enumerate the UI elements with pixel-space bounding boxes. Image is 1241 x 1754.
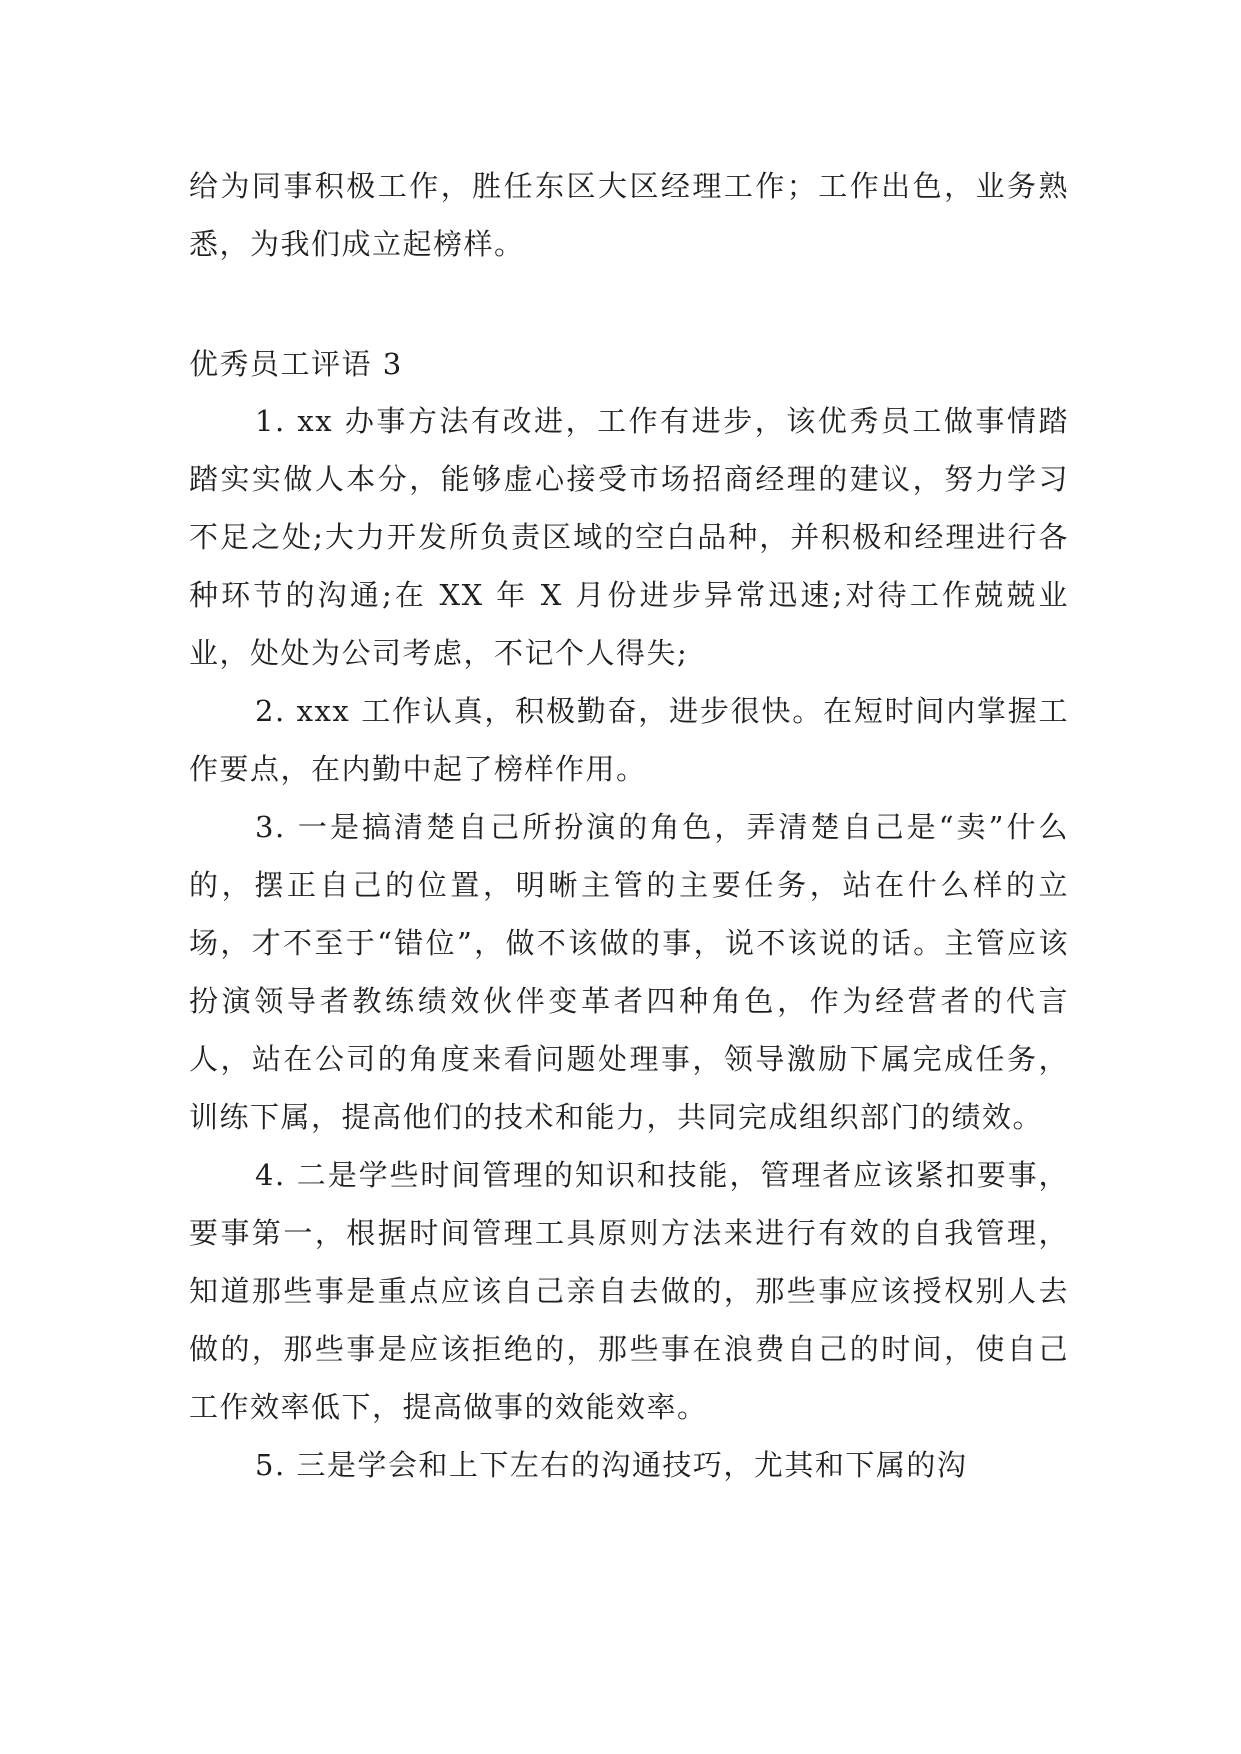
- list-item: 2. xxx 工作认真，积极勤奋，进步很快。在短时间内掌握工作要点，在内勤中起了榜样作用。: [189, 694, 1069, 786]
- intro-paragraph: 给为同事积极工作，胜任东区大区经理工作；工作出色，业务熟悉，为我们成立起榜样。: [189, 169, 1069, 261]
- section-heading: 优秀员工评语 3: [189, 347, 403, 381]
- list-item: 3. 一是搞清楚自己所扮演的角色，弄清楚自己是“卖”什么的，摆正自己的位置，明晰主管的主要任务，站在什么样的立场，才不至于“错位”，做不该做的事，说不该说的话。主管应该扮演领导者教练绩效伙伴变革者四种角色，作为经营者的代言人，站在公司的角度来看问题处理事，领导激励下属完成任务，训练下属，提高他们的技术和能力，共同完成组织部门的绩效。: [189, 810, 1069, 1134]
- intro-block: [189, 157, 1069, 273]
- list-item: 4. 二是学些时间管理的知识和技能，管理者应该紧扣要事，要事第一，根据时间管理工具原则方法来进行有效的自我管理，知道那些事是重点应该自己亲自去做的，那些事应该授权别人去做的，那些事是应该拒绝的，那些事在浪费自己的时间，使自己工作效率低下，提高做事的效能效率。: [189, 1158, 1069, 1424]
- evaluation-list: [189, 392, 1069, 1494]
- list-item: 1. xx 办事方法有改进，工作有进步，该优秀员工做事情踏踏实实做人本分，能够虚心接受市场招商经理的建议，努力学习不足之处;大力开发所负责区域的空白品种，并积极和经理进行各种环节的沟通;在 XX 年 X 月份进步异常迅速;对待工作兢兢业业，处处为公司考虑，不记个人得失;: [189, 404, 1069, 670]
- section-heading-block: [189, 335, 1069, 393]
- list-item: 5. 三是学会和上下左右的沟通技巧，尤其和下属的沟: [255, 1448, 968, 1482]
